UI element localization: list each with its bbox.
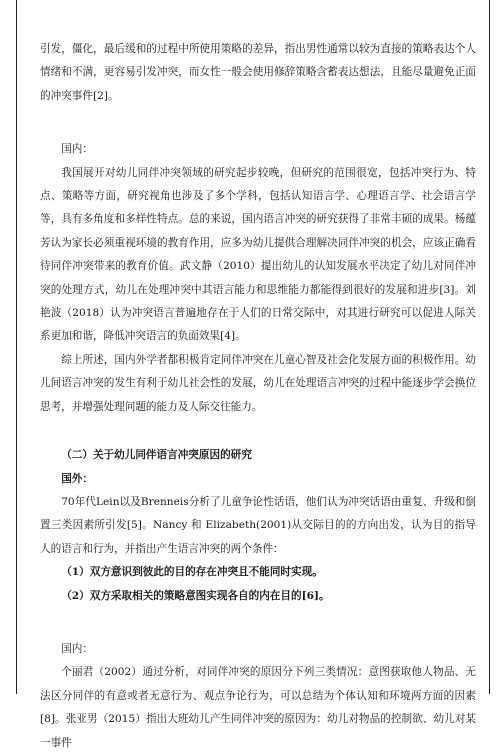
paragraph-domestic-causes: 个丽君（2002）通过分析，对同伴冲突的原因分下列三类情况：意图获取他人物品、无法区分同伴的有意或者无意行为、观点争论行为，可以总结为个体认知和环境两方面的因素[8]。张亚男（2015）指出大班幼儿产生同伴冲突的原因为：幼儿对物品的控制欲、幼儿对某一事件 (40, 666, 476, 749)
label-foreign: 国外： (61, 472, 93, 485)
document-body (40, 38, 476, 755)
label-domestic-1: 国内： (61, 143, 93, 156)
paragraph-conflict-strategies-gender: 引发，僵化，最后缓和的过程中所使用策略的差异，指出男性通常以较为直接的策略表达个人情绪和不满，更容易引发冲突，而女性一般会使用修辞策略含蓄表达想法，且能尽量避免正面的冲突事件[2]。 (40, 43, 476, 102)
label-domestic-2: 国内： (61, 642, 93, 655)
condition-item-2: （2）双方采取相关的策略意图实现各自的内在目的[6]。 (61, 589, 330, 602)
condition-item-1: （1）双方意识到彼此的目的存在冲突且不能同时实现。 (61, 566, 323, 579)
paragraph-summary: 综上所述，国内外学者都积极肯定同伴冲突在儿童心智及社会化发展方面的积极作用。幼儿间语言冲突的发生有利于幼儿社会性的发展，幼儿在处理语言冲突的过程中能逐步学会换位思考，并增强处理问题的能力及人际交往能力。 (40, 353, 476, 413)
paragraph-foreign-research: 70年代Lein以及Brenneis分析了儿童争论性话语，他们认为冲突话语由重复、升级和倒置三类因素所引发[5]。Nancy 和 Elizabeth(2001)从交际目的的方向出发，认为目的指导人的语言和行为，并指出产生语言冲突的两个条件： (40, 495, 476, 555)
paragraph-domestic-research: 我国展开对幼儿同伴冲突领域的研究起步较晚，但研究的范围很宽，包括冲突行为、特点、策略等方面，研究视角也涉及了多个学科，包括认知语言学、心理语言学、社会语言学等，具有多角度和多样性特点。总的来说，国内语言冲突的研究获得了非常丰硕的成果。杨蕴芳认为家长必须重视环境的教育作用，应多为幼儿提供合理解决同伴冲突的机会，应该正确看待同伴冲突带来的教育价值。武文静（2010）提出幼儿的认知发展水平决定了幼儿对同伴冲突的处理方式，幼儿在处理冲突中其语言能力和思维能力都能得到很好的发展和进步[3]。刘艳波（2018）认为冲突语言普遍地存在于人们的日常交际中，对其进行研究可以促进人际关系更加和谐，降低冲突语言的负面效果[4]。 (40, 166, 476, 343)
section-heading-causes: （二）关于幼儿同伴语言冲突原因的研究 (61, 449, 252, 462)
